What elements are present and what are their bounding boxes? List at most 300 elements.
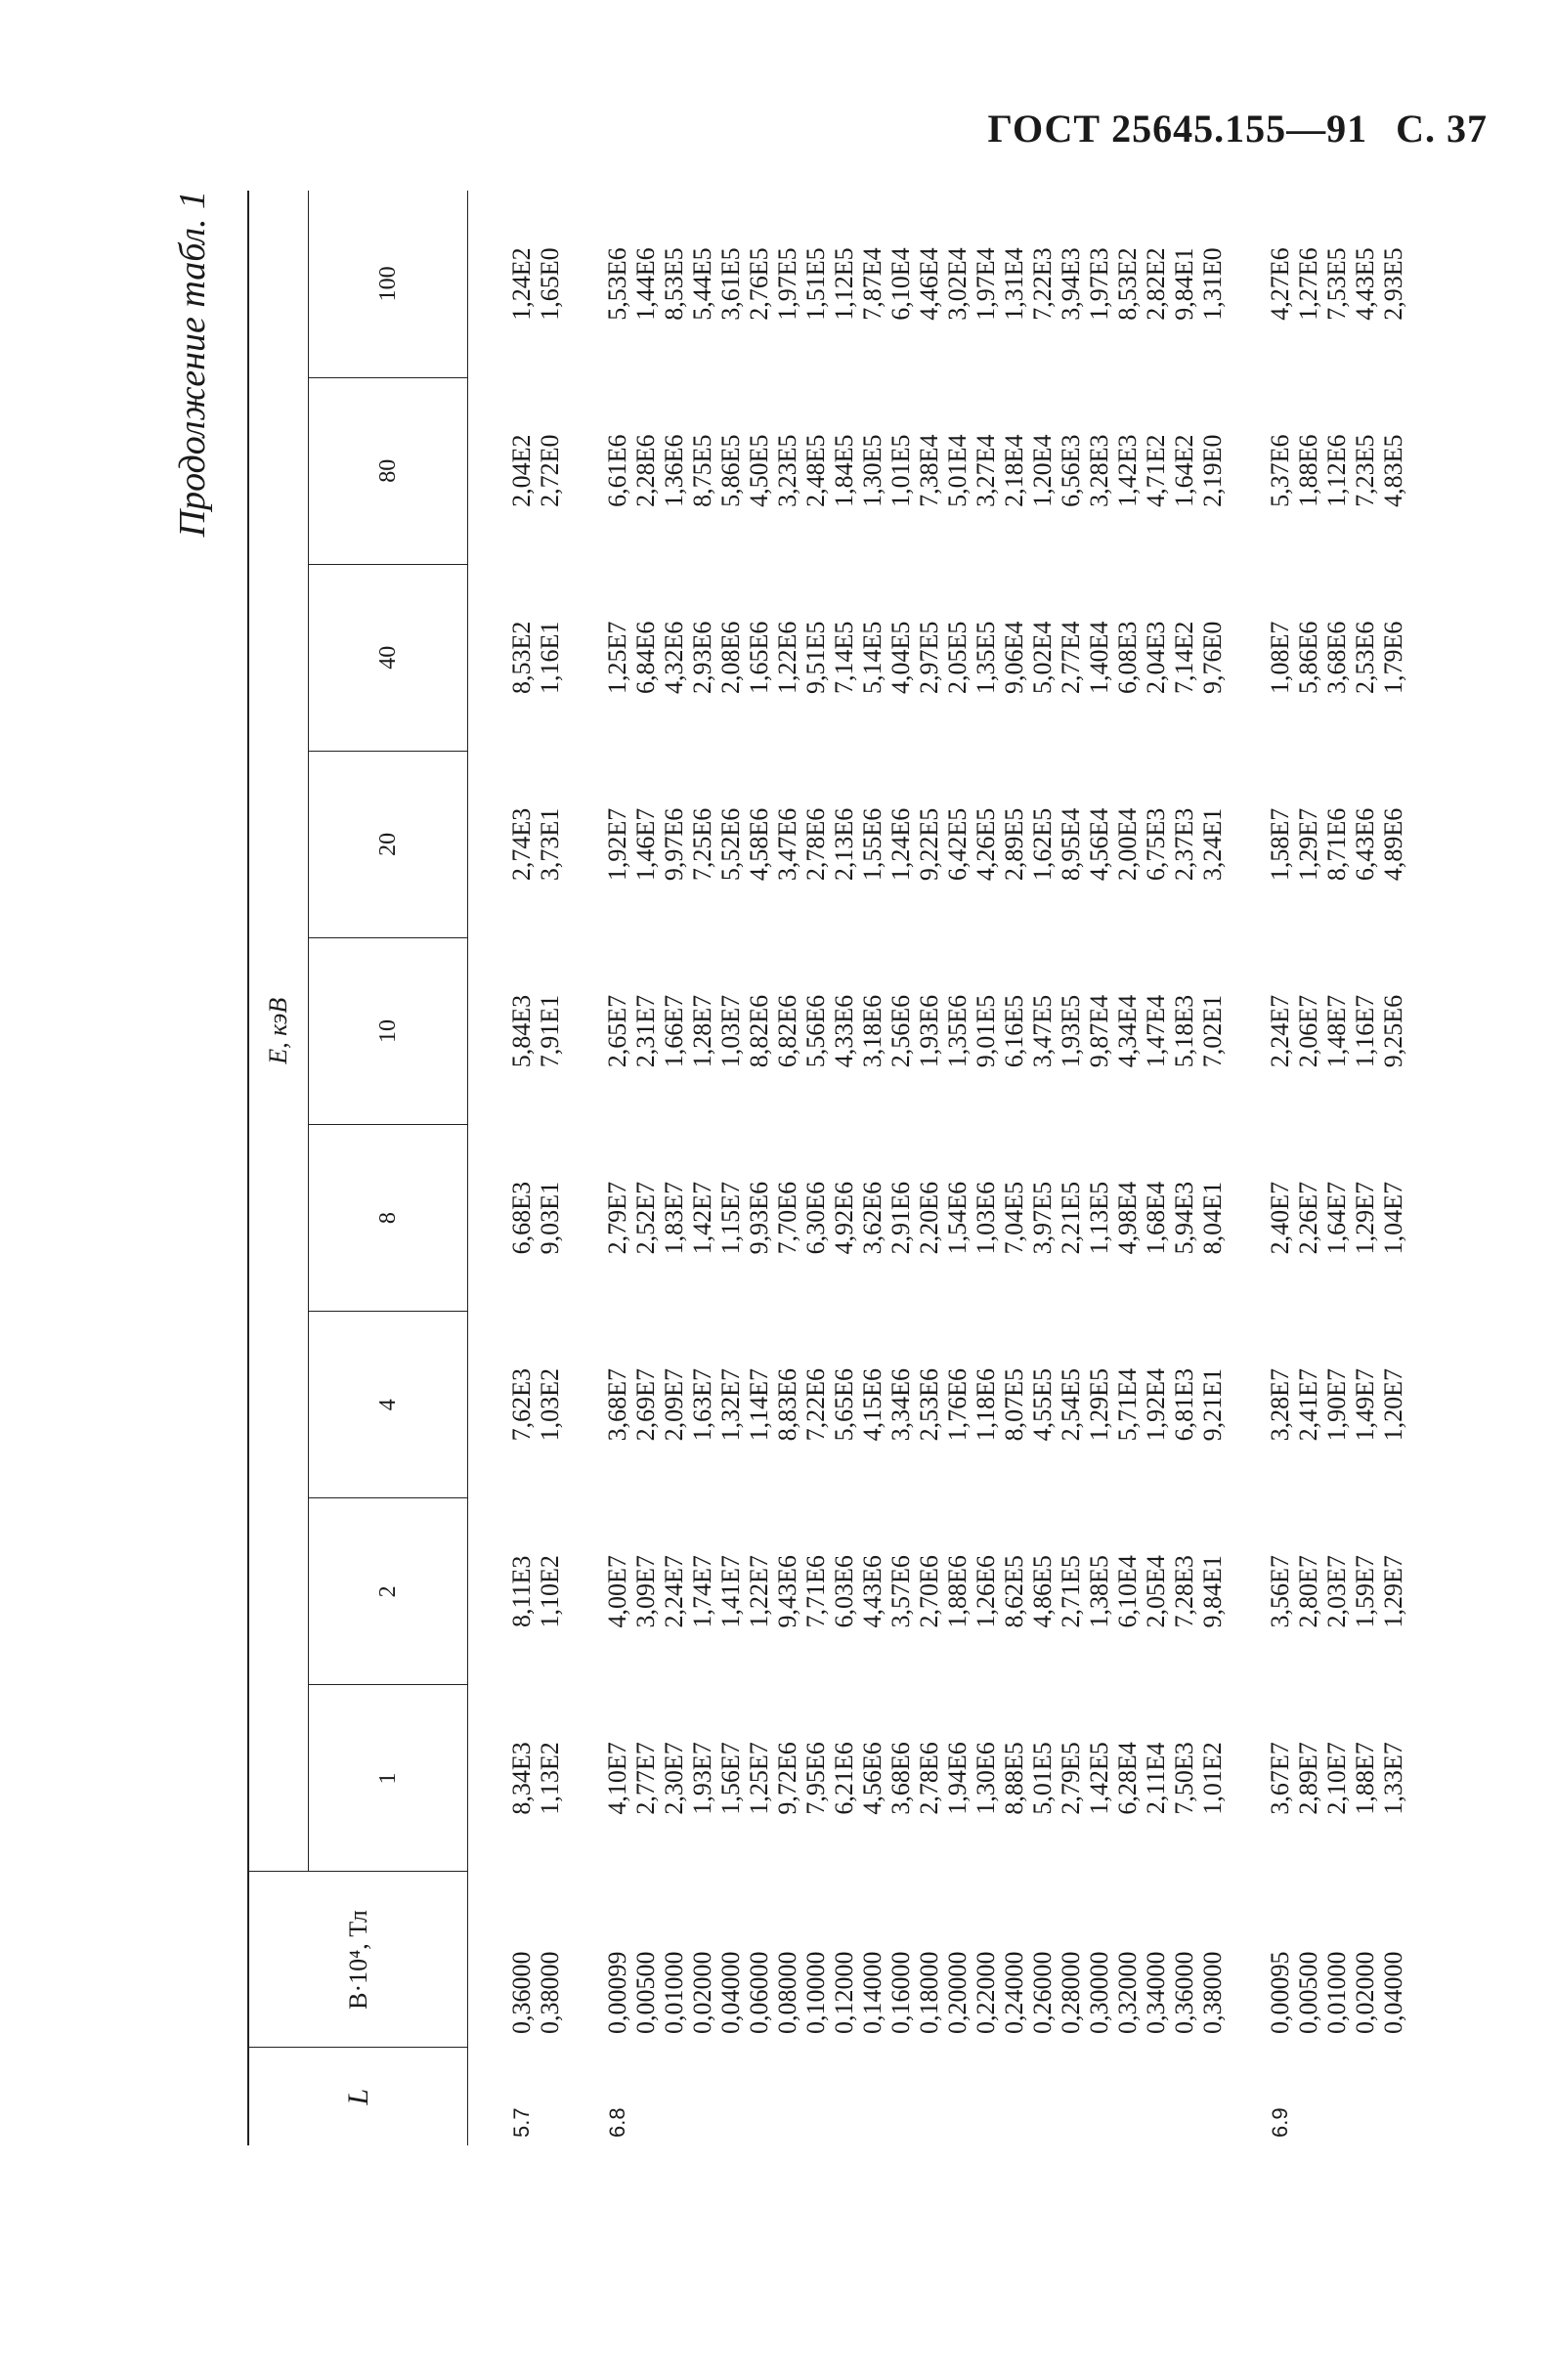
cell-value: 1,03E7 <box>716 994 745 1068</box>
cell-value: 4,32E6 <box>660 621 688 694</box>
cell-value: 2,82E2 <box>1142 247 1170 321</box>
cell-value: 4,83E5 <box>1379 434 1407 507</box>
cell-value: 2,54E5 <box>1057 1368 1085 1442</box>
cell-value: 9,21E1 <box>1198 1368 1227 1442</box>
cell-L: 6.8 <box>605 2107 629 2138</box>
cell-value: 6,08E3 <box>1113 621 1142 694</box>
col-header-B: B·10⁴, Тл <box>248 1872 468 2048</box>
table-row <box>603 191 631 2145</box>
cell-value: 1,24E2 <box>507 247 536 321</box>
cell-value: 1,97E3 <box>1085 247 1113 321</box>
cell-value: 9,87E4 <box>1085 994 1113 1068</box>
table-row <box>1142 191 1170 2145</box>
cell-value: 1,55E6 <box>858 807 886 882</box>
cell-value: 1,62E5 <box>1028 807 1057 882</box>
cell-L <box>716 2048 745 2145</box>
cell-L <box>1379 2048 1407 2145</box>
page-header <box>987 106 1488 151</box>
cell-value: 9,25E6 <box>1379 994 1407 1068</box>
cell-value: 2,79E5 <box>1057 1742 1085 1815</box>
cell-value: 1,15E7 <box>716 1181 745 1255</box>
table-row <box>1198 191 1227 2145</box>
cell-L <box>1113 2048 1142 2145</box>
cell-value: 8,75E5 <box>688 434 716 507</box>
cell-value: 7,91E1 <box>536 994 564 1068</box>
cell-B: 0,04000 <box>1379 1951 1407 2034</box>
cell-value: 7,95E6 <box>801 1742 830 1815</box>
cell-value: 1,51E5 <box>801 247 830 321</box>
cell-value: 1,42E5 <box>1085 1742 1113 1815</box>
cell-value: 1,47E4 <box>1142 994 1170 1068</box>
cell-value: 3,27E4 <box>972 434 1000 507</box>
cell-B: 0,01000 <box>660 1951 688 2034</box>
cell-value: 4,56E4 <box>1085 807 1113 882</box>
cell-value: 8,11E3 <box>507 1555 536 1628</box>
cell-value: 3,24E1 <box>1198 807 1227 882</box>
cell-B: 0,00095 <box>1266 1951 1294 2034</box>
cell-value: 5,56E6 <box>801 994 830 1068</box>
cell-value: 1,18E6 <box>972 1368 1000 1442</box>
cell-value: 1,88E6 <box>1294 434 1322 507</box>
cell-value: 6,68E3 <box>507 1181 536 1255</box>
cell-value: 1,29E7 <box>1294 807 1322 882</box>
cell-value: 4,98E4 <box>1113 1181 1142 1255</box>
cell-value: 1,30E5 <box>858 434 886 507</box>
cell-value: 1,24E6 <box>886 807 915 882</box>
cell-value: 1,44E6 <box>631 247 660 321</box>
standard-number: ГОСТ 25645.155—91 <box>987 107 1368 151</box>
cell-value: 9,43E6 <box>773 1555 801 1628</box>
cell-value: 3,23E5 <box>773 434 801 507</box>
cell-value: 1,03E6 <box>972 1181 1000 1255</box>
cell-L <box>1000 2048 1028 2145</box>
cell-value: 3,68E6 <box>886 1742 915 1815</box>
rotated-table-block <box>171 191 1432 2145</box>
energy-col-header: 4 <box>309 1312 468 1498</box>
cell-value: 1,35E6 <box>943 994 972 1068</box>
cell-value: 1,14E7 <box>745 1368 773 1442</box>
cell-L <box>915 2048 943 2145</box>
cell-value: 1,46E7 <box>631 807 660 882</box>
cell-L <box>631 2048 660 2145</box>
cell-B: 0,08000 <box>773 1951 801 2034</box>
cell-value: 2,48E5 <box>801 434 830 507</box>
cell-value: 2,97E5 <box>915 621 943 694</box>
cell-value: 1,29E5 <box>1085 1368 1113 1442</box>
cell-value: 2,10E7 <box>1322 1742 1351 1815</box>
table-row <box>1294 191 1322 2145</box>
cell-value: 1,65E6 <box>745 621 773 694</box>
cell-value: 1,12E5 <box>830 247 858 321</box>
cell-value: 1,38E5 <box>1085 1555 1113 1628</box>
table-row <box>773 191 801 2145</box>
cell-L <box>1057 2048 1085 2145</box>
cell-value: 2,08E6 <box>716 621 745 694</box>
cell-value: 8,53E2 <box>1113 247 1142 321</box>
cell-B: 0,36000 <box>1170 1951 1198 2034</box>
energy-group-header: E, кэВ <box>248 191 309 1872</box>
cell-value: 2,24E7 <box>660 1555 688 1628</box>
cell-value: 9,03E1 <box>536 1181 564 1255</box>
cell-value: 3,18E6 <box>858 994 886 1068</box>
cell-value: 1,29E7 <box>1379 1555 1407 1628</box>
cell-value: 9,93E6 <box>745 1181 773 1255</box>
cell-value: 1,59E7 <box>1351 1555 1379 1628</box>
cell-value: 1,93E5 <box>1057 994 1085 1068</box>
table-row <box>1028 191 1057 2145</box>
cell-value: 7,53E5 <box>1322 247 1351 321</box>
cell-L <box>972 2048 1000 2145</box>
cell-L <box>1294 2048 1322 2145</box>
cell-value: 1,66E7 <box>660 994 688 1068</box>
cell-value: 1,49E7 <box>1351 1368 1379 1442</box>
cell-B: 0,18000 <box>915 1951 943 2034</box>
cell-B: 0,00500 <box>631 1951 660 2034</box>
cell-value: 3,68E7 <box>603 1368 631 1442</box>
cell-value: 1,25E7 <box>603 621 631 694</box>
cell-value: 4,43E5 <box>1351 247 1379 321</box>
cell-value: 2,80E7 <box>1294 1555 1322 1628</box>
cell-value: 1,32E7 <box>716 1368 745 1442</box>
cell-value: 9,51E5 <box>801 621 830 694</box>
cell-value: 3,56E7 <box>1266 1555 1294 1628</box>
cell-B: 0,38000 <box>1198 1951 1227 2034</box>
cell-value: 1,40E4 <box>1085 621 1113 694</box>
cell-value: 1,22E6 <box>773 621 801 694</box>
cell-value: 9,84E1 <box>1170 247 1198 321</box>
cell-value: 5,86E5 <box>716 434 745 507</box>
cell-value: 2,78E6 <box>801 807 830 882</box>
cell-value: 3,09E7 <box>631 1555 660 1628</box>
cell-value: 6,21E6 <box>830 1742 858 1815</box>
energy-col-header: 8 <box>309 1125 468 1312</box>
cell-value: 3,02E4 <box>943 247 972 321</box>
cell-value: 1,83E7 <box>660 1181 688 1255</box>
cell-value: 5,18E3 <box>1170 994 1198 1068</box>
cell-value: 6,81E3 <box>1170 1368 1198 1442</box>
table-row <box>536 191 564 2145</box>
cell-value: 1,88E6 <box>943 1555 972 1628</box>
cell-L <box>1322 2048 1351 2145</box>
cell-B: 0,12000 <box>830 1951 858 2034</box>
cell-value: 5,01E5 <box>1028 1742 1057 1815</box>
cell-value: 6,30E6 <box>801 1181 830 1255</box>
cell-value: 2,78E6 <box>915 1742 943 1815</box>
cell-value: 2,00E4 <box>1113 807 1142 882</box>
cell-value: 1,58E7 <box>1266 807 1294 882</box>
cell-value: 2,18E4 <box>1000 434 1028 507</box>
cell-value: 8,83E6 <box>773 1368 801 1442</box>
cell-B: 0,06000 <box>745 1951 773 2034</box>
cell-value: 6,10E4 <box>1113 1555 1142 1628</box>
cell-value: 1,74E7 <box>688 1555 716 1628</box>
cell-value: 1,29E7 <box>1351 1181 1379 1255</box>
cell-value: 1,92E4 <box>1142 1368 1170 1442</box>
cell-value: 1,01E5 <box>886 434 915 507</box>
group-spacer <box>564 191 603 2145</box>
table-row <box>1351 191 1379 2145</box>
cell-value: 2,76E5 <box>745 247 773 321</box>
cell-value: 2,91E6 <box>886 1181 915 1255</box>
cell-value: 2,56E6 <box>886 994 915 1068</box>
col-header-L: L <box>248 2048 468 2145</box>
cell-value: 3,28E7 <box>1266 1368 1294 1442</box>
cell-B: 0,36000 <box>507 1951 536 2034</box>
cell-B: 0,16000 <box>886 1951 915 2034</box>
cell-value: 9,22E5 <box>915 807 943 882</box>
cell-value: 3,62E6 <box>858 1181 886 1255</box>
table-row <box>468 191 537 2145</box>
cell-value: 6,43E6 <box>1351 807 1379 882</box>
energy-col-header: 2 <box>309 1498 468 1685</box>
cell-value: 4,27E6 <box>1266 247 1294 321</box>
cell-value: 2,93E6 <box>688 621 716 694</box>
cell-value: 1,28E7 <box>688 994 716 1068</box>
cell-value: 8,88E5 <box>1000 1742 1028 1815</box>
cell-value: 5,53E6 <box>603 247 631 321</box>
cell-L <box>688 2048 716 2145</box>
cell-value: 9,01E5 <box>972 994 1000 1068</box>
cell-value: 3,34E6 <box>886 1368 915 1442</box>
cell-L <box>1170 2048 1198 2145</box>
cell-value: 3,47E5 <box>1028 994 1057 1068</box>
cell-value: 2,28E6 <box>631 434 660 507</box>
cell-value: 1,27E6 <box>1294 247 1322 321</box>
cell-value: 7,14E5 <box>830 621 858 694</box>
table-row <box>972 191 1000 2145</box>
table-row <box>1322 191 1351 2145</box>
cell-value: 7,22E6 <box>801 1368 830 1442</box>
cell-B: 0,34000 <box>1142 1951 1170 2034</box>
cell-B: 0,28000 <box>1057 1951 1085 2034</box>
cell-value: 4,56E6 <box>858 1742 886 1815</box>
data-table <box>247 191 1407 2145</box>
cell-B: 0,30000 <box>1085 1951 1113 2034</box>
cell-value: 5,84E3 <box>507 994 536 1068</box>
cell-value: 2,26E7 <box>1294 1181 1322 1255</box>
cell-L <box>1351 2048 1379 2145</box>
cell-B: 0,04000 <box>716 1951 745 2034</box>
cell-value: 5,94E3 <box>1170 1181 1198 1255</box>
cell-value: 2,77E4 <box>1057 621 1085 694</box>
cell-L <box>1028 2048 1057 2145</box>
cell-value: 7,28E3 <box>1170 1555 1198 1628</box>
cell-value: 7,02E1 <box>1198 994 1227 1068</box>
cell-value: 1,25E7 <box>745 1742 773 1815</box>
cell-value: 2,74E3 <box>507 807 536 882</box>
cell-value: 7,14E2 <box>1170 621 1198 694</box>
cell-value: 4,58E6 <box>745 807 773 882</box>
cell-value: 7,70E6 <box>773 1181 801 1255</box>
cell-value: 1,10E2 <box>536 1555 564 1628</box>
cell-value: 2,11E4 <box>1142 1742 1170 1815</box>
cell-value: 4,71E2 <box>1142 434 1170 507</box>
cell-B: 0,00500 <box>1294 1951 1322 2034</box>
cell-B: 0,02000 <box>1351 1951 1379 2034</box>
cell-value: 9,97E6 <box>660 807 688 882</box>
cell-value: 2,93E5 <box>1379 247 1407 321</box>
cell-value: 1,90E7 <box>1322 1368 1351 1442</box>
energy-col-header: 1 <box>309 1685 468 1872</box>
energy-col-header: 40 <box>309 564 468 751</box>
cell-value: 3,61E5 <box>716 247 745 321</box>
cell-B: 0,32000 <box>1113 1951 1142 2034</box>
cell-value: 4,92E6 <box>830 1181 858 1255</box>
cell-value: 7,04E5 <box>1000 1181 1028 1255</box>
cell-value: 4,15E6 <box>858 1368 886 1442</box>
cell-L <box>1085 2048 1113 2145</box>
cell-value: 1,04E7 <box>1379 1181 1407 1255</box>
cell-value: 1,68E4 <box>1142 1181 1170 1255</box>
cell-value: 2,69E7 <box>631 1368 660 1442</box>
cell-value: 5,14E5 <box>858 621 886 694</box>
cell-value: 3,97E5 <box>1028 1181 1057 1255</box>
energy-col-header: 20 <box>309 751 468 937</box>
cell-B: 0,01000 <box>1322 1951 1351 2034</box>
table-row <box>1266 191 1294 2145</box>
cell-value: 2,53E6 <box>1351 621 1379 694</box>
table-row <box>716 191 745 2145</box>
cell-value: 2,37E3 <box>1170 807 1198 882</box>
cell-L <box>1142 2048 1170 2145</box>
table-row <box>886 191 915 2145</box>
cell-value: 4,33E6 <box>830 994 858 1068</box>
energy-col-header: 10 <box>309 937 468 1124</box>
cell-value: 9,06E4 <box>1000 621 1028 694</box>
cell-value: 7,50E3 <box>1170 1742 1198 1815</box>
cell-value: 3,57E6 <box>886 1555 915 1628</box>
cell-value: 1,88E7 <box>1351 1742 1379 1815</box>
cell-L <box>536 2048 564 2145</box>
cell-value: 1,35E5 <box>972 621 1000 694</box>
cell-value: 1,64E7 <box>1322 1181 1351 1255</box>
cell-B: 0,10000 <box>801 1951 830 2034</box>
cell-value: 1,22E7 <box>745 1555 773 1628</box>
cell-L <box>830 2048 858 2145</box>
cell-value: 1,41E7 <box>716 1555 745 1628</box>
energy-col-header: 80 <box>309 377 468 564</box>
cell-value: 8,07E5 <box>1000 1368 1028 1442</box>
cell-value: 2,72E0 <box>536 434 564 507</box>
cell-value: 5,02E4 <box>1028 621 1057 694</box>
cell-value: 8,62E5 <box>1000 1555 1028 1628</box>
cell-value: 9,72E6 <box>773 1742 801 1815</box>
cell-value: 3,28E3 <box>1085 434 1113 507</box>
cell-value: 4,43E6 <box>858 1555 886 1628</box>
cell-value: 2,71E5 <box>1057 1555 1085 1628</box>
cell-value: 1,26E6 <box>972 1555 1000 1628</box>
table-row <box>858 191 886 2145</box>
cell-value: 1,20E4 <box>1028 434 1057 507</box>
cell-value: 1,01E2 <box>1198 1742 1227 1815</box>
cell-value: 4,00E7 <box>603 1555 631 1628</box>
table-row <box>631 191 660 2145</box>
cell-L <box>660 2048 688 2145</box>
cell-value: 1,42E3 <box>1113 434 1142 507</box>
cell-value: 1,16E1 <box>536 621 564 694</box>
cell-value: 2,65E7 <box>603 994 631 1068</box>
cell-value: 5,65E6 <box>830 1368 858 1442</box>
table-row <box>1170 191 1198 2145</box>
cell-value: 6,56E3 <box>1057 434 1085 507</box>
cell-value: 8,95E4 <box>1057 807 1085 882</box>
cell-value: 6,42E5 <box>943 807 972 882</box>
cell-B: 0,00099 <box>603 1951 631 2034</box>
cell-value: 8,04E1 <box>1198 1181 1227 1255</box>
cell-value: 2,09E7 <box>660 1368 688 1442</box>
cell-value: 6,10E4 <box>886 247 915 321</box>
cell-value: 2,24E7 <box>1266 994 1294 1068</box>
cell-value: 2,05E5 <box>943 621 972 694</box>
cell-value: 5,37E6 <box>1266 434 1294 507</box>
cell-value: 4,26E5 <box>972 807 1000 882</box>
cell-value: 6,75E3 <box>1142 807 1170 882</box>
cell-B: 0,02000 <box>688 1951 716 2034</box>
cell-value: 8,53E2 <box>507 621 536 694</box>
cell-value: 1,16E7 <box>1351 994 1379 1068</box>
cell-value: 4,50E5 <box>745 434 773 507</box>
cell-B: 0,20000 <box>943 1951 972 2034</box>
cell-value: 6,03E6 <box>830 1555 858 1628</box>
cell-value: 2,70E6 <box>915 1555 943 1628</box>
cell-value: 2,89E7 <box>1294 1742 1322 1815</box>
cell-value: 4,46E4 <box>915 247 943 321</box>
cell-value: 6,61E6 <box>603 434 631 507</box>
cell-value: 2,19E0 <box>1198 434 1227 507</box>
cell-value: 1,33E7 <box>1379 1742 1407 1815</box>
cell-value: 2,52E7 <box>631 1181 660 1255</box>
cell-value: 1,93E6 <box>915 994 943 1068</box>
cell-value: 7,71E6 <box>801 1555 830 1628</box>
cell-L <box>745 2048 773 2145</box>
cell-value: 2,89E5 <box>1000 807 1028 882</box>
cell-value: 5,44E5 <box>688 247 716 321</box>
cell-value: 1,31E0 <box>1198 247 1227 321</box>
cell-value: 1,79E6 <box>1379 621 1407 694</box>
cell-value: 1,93E7 <box>688 1742 716 1815</box>
table-row <box>1000 191 1028 2145</box>
cell-L <box>773 2048 801 2145</box>
cell-value: 2,21E5 <box>1057 1181 1085 1255</box>
cell-B: 0,14000 <box>858 1951 886 2034</box>
cell-value: 8,71E6 <box>1322 807 1351 882</box>
cell-value: 6,28E4 <box>1113 1742 1142 1815</box>
cell-value: 5,01E4 <box>943 434 972 507</box>
cell-value: 2,77E7 <box>631 1742 660 1815</box>
table-row <box>1379 191 1407 2145</box>
cell-value: 1,30E6 <box>972 1742 1000 1815</box>
table-row <box>745 191 773 2145</box>
cell-value: 4,34E4 <box>1113 994 1142 1068</box>
cell-value: 1,13E2 <box>536 1742 564 1815</box>
cell-value: 1,94E6 <box>943 1742 972 1815</box>
cell-value: 2,41E7 <box>1294 1368 1322 1442</box>
cell-value: 5,86E6 <box>1294 621 1322 694</box>
cell-value: 1,76E6 <box>943 1368 972 1442</box>
cell-value: 4,86E5 <box>1028 1555 1057 1628</box>
cell-value: 2,20E6 <box>915 1181 943 1255</box>
group-spacer <box>1227 191 1266 2145</box>
cell-value: 6,16E5 <box>1000 994 1028 1068</box>
cell-value: 2,31E7 <box>631 994 660 1068</box>
cell-value: 1,56E7 <box>716 1742 745 1815</box>
cell-value: 2,04E3 <box>1142 621 1170 694</box>
cell-value: 1,97E5 <box>773 247 801 321</box>
cell-value: 6,84E6 <box>631 621 660 694</box>
cell-L: 6.9 <box>1268 2107 1292 2138</box>
cell-value: 1,64E2 <box>1170 434 1198 507</box>
cell-value: 3,73E1 <box>536 807 564 882</box>
